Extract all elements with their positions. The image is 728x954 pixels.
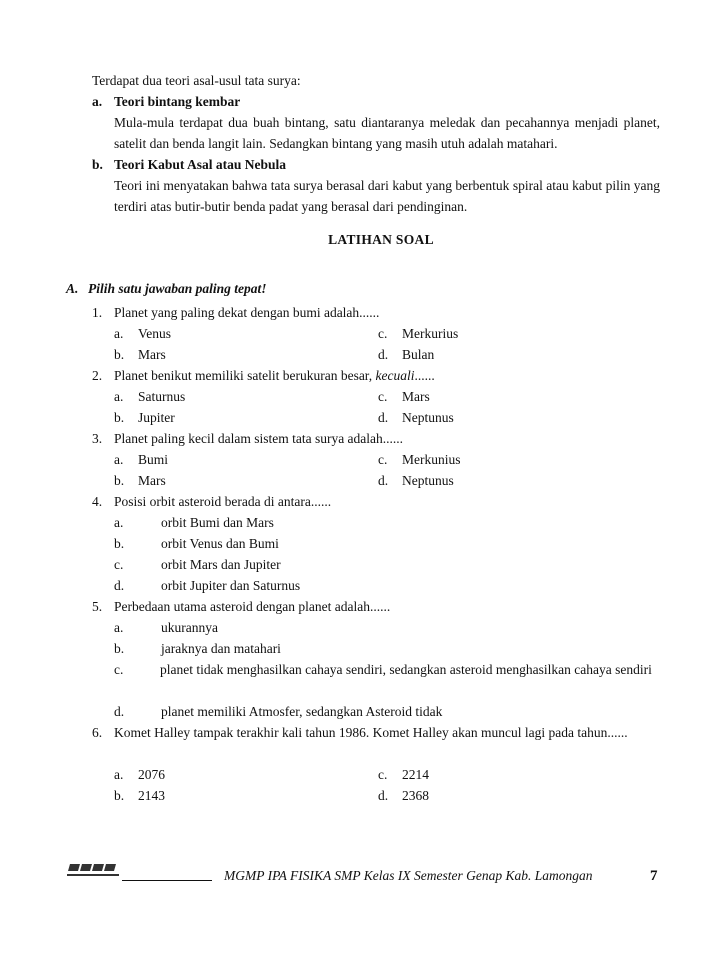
option-label: a. bbox=[114, 515, 124, 530]
option-label: d. bbox=[378, 473, 389, 488]
option-2d bbox=[378, 407, 454, 428]
option-5c-text: planet tidak menghasilkan cahaya sendiri, sedangkan asteroid menghasilkan cahaya sendiri bbox=[160, 662, 652, 677]
option-3a bbox=[114, 449, 168, 470]
option-text: ukurannya bbox=[161, 620, 218, 635]
option-5a bbox=[114, 617, 218, 638]
option-label: a. bbox=[114, 389, 124, 404]
question-text: Planet yang paling dekat dengan bumi adalah...... bbox=[114, 305, 380, 320]
section-title: LATIHAN SOAL bbox=[328, 232, 434, 247]
intro-text: Terdapat dua teori asal-usul tata surya: bbox=[92, 73, 301, 88]
option-3c bbox=[378, 449, 461, 470]
option-label: b. bbox=[114, 788, 125, 803]
option-1a bbox=[114, 323, 171, 344]
theory-a-heading bbox=[92, 91, 240, 112]
theory-b-label: b. bbox=[92, 157, 103, 172]
question-text: Posisi orbit asteroid berada di antara...... bbox=[114, 494, 332, 509]
option-1b bbox=[114, 344, 166, 365]
theory-a-title: Teori bintang kembar bbox=[114, 94, 241, 109]
theory-a-label: a. bbox=[92, 94, 103, 109]
option-6d bbox=[378, 785, 429, 806]
option-3d bbox=[378, 470, 454, 491]
option-text: orbit Jupiter dan Saturnus bbox=[161, 578, 301, 593]
footer-divider bbox=[122, 880, 212, 881]
option-1c bbox=[378, 323, 458, 344]
question-number: 3. bbox=[92, 431, 103, 446]
question-text: Perbedaan utama asteroid dengan planet adalah...... bbox=[114, 599, 391, 614]
option-text: 2214 bbox=[402, 767, 429, 782]
question-number: 4. bbox=[92, 494, 103, 509]
option-label: a. bbox=[114, 767, 124, 782]
footer-text: MGMP IPA FISIKA SMP Kelas IX Semester Genap Kab. Lamongan bbox=[224, 868, 593, 883]
question-3 bbox=[92, 428, 660, 449]
option-text: orbit Venus dan Bumi bbox=[161, 536, 279, 551]
page-number: 7 bbox=[650, 868, 658, 884]
option-label: b. bbox=[114, 536, 125, 551]
question-5 bbox=[92, 596, 660, 617]
option-2a bbox=[114, 386, 185, 407]
question-text: Planet paling kecil dalam sistem tata surya adalah...... bbox=[114, 431, 404, 446]
option-text: planet memiliki Atmosfer, sedangkan Asteroid tidak bbox=[161, 704, 443, 719]
option-5c-label: c. bbox=[114, 662, 124, 677]
section-a-label: A. bbox=[66, 281, 79, 296]
option-text: Merkunius bbox=[402, 452, 461, 467]
option-text: 2368 bbox=[402, 788, 429, 803]
option-text: 2076 bbox=[138, 767, 165, 782]
mgmp-logo-icon bbox=[66, 861, 120, 881]
question-number: 5. bbox=[92, 599, 103, 614]
question-6-text: Komet Halley tampak terakhir kali tahun 1986. Komet Halley akan muncul lagi pada tahun...... bbox=[114, 725, 628, 740]
question-number: 2. bbox=[92, 368, 103, 383]
question-2 bbox=[92, 365, 660, 386]
option-label: b. bbox=[114, 410, 125, 425]
question-4 bbox=[92, 491, 660, 512]
option-text: Saturnus bbox=[138, 389, 186, 404]
option-4c bbox=[114, 554, 281, 575]
option-4d bbox=[114, 575, 300, 596]
option-text: Mars bbox=[138, 473, 166, 488]
option-4a bbox=[114, 512, 274, 533]
option-6a bbox=[114, 764, 165, 785]
option-3b bbox=[114, 470, 166, 491]
option-label: d. bbox=[378, 410, 389, 425]
section-a-title: Pilih satu jawaban paling tepat! bbox=[88, 281, 267, 296]
theory-b-title: Teori Kabut Asal atau Nebula bbox=[114, 157, 287, 172]
option-text: Mars bbox=[138, 347, 166, 362]
question-number: 1. bbox=[92, 305, 103, 320]
option-text: Bulan bbox=[402, 347, 435, 362]
option-text: jaraknya dan matahari bbox=[161, 641, 281, 656]
option-text: orbit Mars dan Jupiter bbox=[161, 557, 281, 572]
question-text: Planet benikut memiliki satelit berukuran besar, bbox=[114, 368, 376, 383]
option-text: Venus bbox=[138, 326, 171, 341]
option-2c bbox=[378, 386, 430, 407]
option-text: Jupiter bbox=[138, 410, 175, 425]
option-label: d. bbox=[378, 788, 389, 803]
option-label: c. bbox=[378, 452, 388, 467]
option-1d bbox=[378, 344, 434, 365]
option-label: b. bbox=[114, 473, 125, 488]
option-label: c. bbox=[114, 557, 124, 572]
option-text: Merkurius bbox=[402, 326, 459, 341]
option-text: Bumi bbox=[138, 452, 169, 467]
question-number: 6. bbox=[92, 725, 103, 740]
question-text-end: ...... bbox=[414, 368, 435, 383]
option-label: a. bbox=[114, 326, 124, 341]
option-text: Mars bbox=[402, 389, 430, 404]
option-text: 2143 bbox=[138, 788, 165, 803]
option-label: d. bbox=[114, 704, 125, 719]
option-label: d. bbox=[114, 578, 125, 593]
option-6b bbox=[114, 785, 165, 806]
option-4b bbox=[114, 533, 279, 554]
option-5b bbox=[114, 638, 281, 659]
option-label: d. bbox=[378, 347, 389, 362]
option-text: Neptunus bbox=[402, 473, 454, 488]
theory-b-heading bbox=[92, 154, 286, 175]
option-2b bbox=[114, 407, 175, 428]
theory-b-text: Teori ini menyatakan bahwa tata surya berasal dari kabut yang berbentuk spiral atau kabut pilin yang terdiri atas butir-butir benda padat yang berasal dari pendinginan. bbox=[114, 178, 660, 214]
option-label: c. bbox=[378, 326, 388, 341]
option-label: c. bbox=[378, 389, 388, 404]
option-label: b. bbox=[114, 347, 125, 362]
option-text: Neptunus bbox=[402, 410, 454, 425]
option-label: a. bbox=[114, 620, 124, 635]
option-label: b. bbox=[114, 641, 125, 656]
option-label: a. bbox=[114, 452, 124, 467]
option-text: orbit Bumi dan Mars bbox=[161, 515, 274, 530]
theory-a-text: Mula-mula terdapat dua buah bintang, satu diantaranya meledak dan pecahannya menjadi planet, satelit dan benda langit lain. Sedangkan bintang yang masih utuh adalah matahari. bbox=[114, 115, 660, 151]
option-label: c. bbox=[378, 767, 388, 782]
question-emphasis: kecuali bbox=[375, 368, 415, 383]
option-5d bbox=[114, 701, 442, 722]
section-a-heading bbox=[66, 281, 267, 297]
option-6c bbox=[378, 764, 429, 785]
question-1 bbox=[92, 302, 660, 323]
